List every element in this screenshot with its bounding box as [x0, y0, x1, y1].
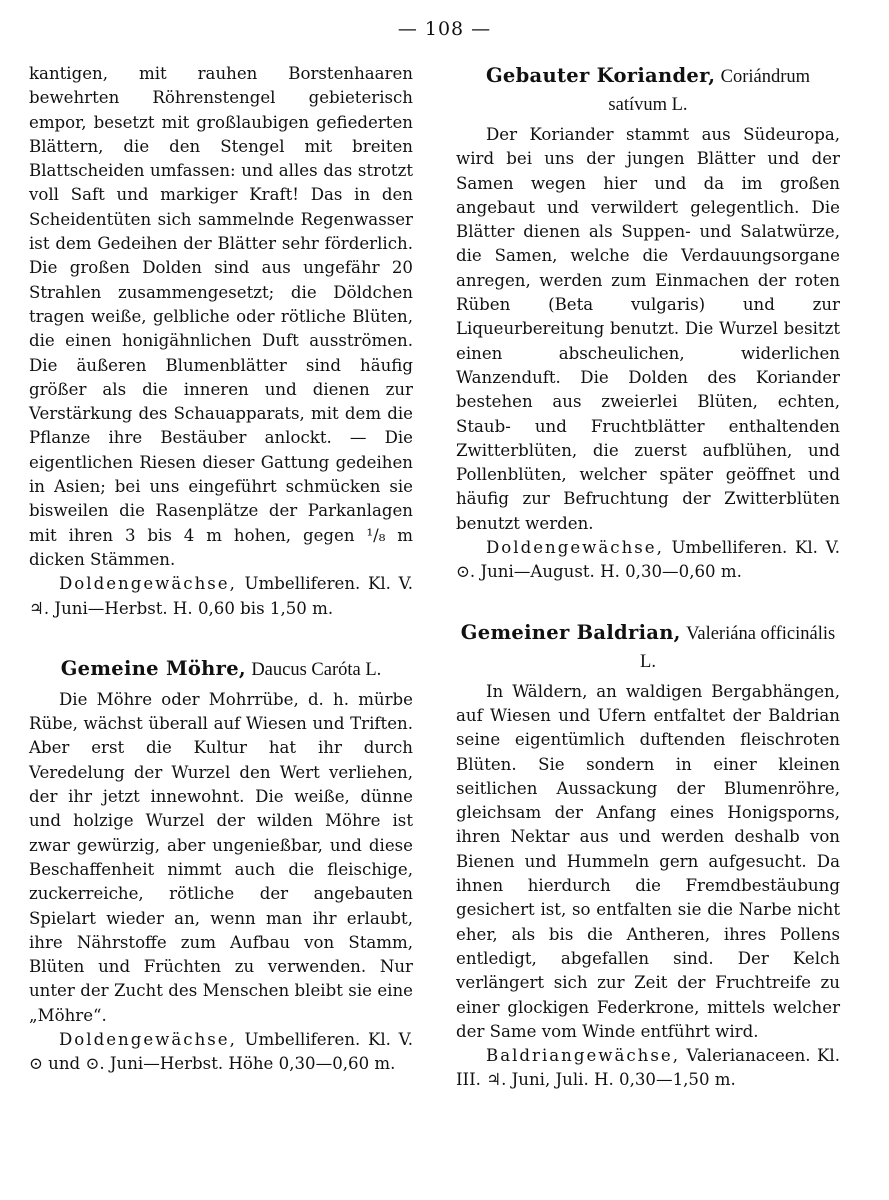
entry-family: Doldengewächse, [59, 1029, 237, 1049]
continuation-meta: Umbelliferen. Kl. V. ♃. Juni—Herbst. H. 0,60 bis 1,50 m. [29, 574, 413, 618]
entry-paragraph: Die Möhre oder Mohrrübe, d. h. mürbe Rübe, wächst überall auf Wiesen und Triften. Aber erst die Kultur hat ihr durch Veredelung der Wurzel den Wert verliehen, der ihr jetzt innewohnt. Die weiße, dünne und holzige Wurzel der wilden Möhre ist zwar gewürzig, aber ungenießbar, und diese Beschaffenheit nimmt auch die fleischige, zuckerreiche, rötliche der angebauten Spielart wieder an, wenn man ihr erlaubt, ihre Nährstoffe zum Aufbau von Stamm, Blüten und Früchten zu verwenden. Nur unter der Zucht des Menschen bleibt sie eine „Möhre“. [29, 689, 413, 1025]
right-column [456, 62, 840, 1093]
entry-latin-name: Coriándrum satívum L. [608, 67, 811, 115]
entry-paragraph: Der Koriander stammt aus Südeuropa, wird bei uns der jungen Blätter und der Samen wegen hier und da im großen angebaut und verwildert gelegentlich. Die Blätter dienen als Suppen- und Salatwürze, die Samen, welche die Verdauungsorgane anregen, werden zum Einmachen der roten Rüben (Beta vulgaris) und zur Liqueurbereitung benutzt. Die Wurzel besitzt einen abscheulichen, widerlichen Wanzenduft. Die Dolden des Koriander bestehen aus zweierlei Blüten, echten, Staub- und Fruchtblätter enthaltenden Zwitterblüten, die zuerst aufblühen, und Pollenblüten, welcher später geöffnet und häufig zur Befruchtung der Zwitterblüten benutzt werden. [456, 125, 840, 533]
continuation-family: Doldengewächse, [59, 574, 237, 594]
entry-latin-name: Daucus Caróta L. [251, 659, 382, 680]
entry-latin-name: Valeriána officinális L. [640, 623, 836, 672]
entry-name: Gemeine Möhre, [60, 656, 247, 680]
continuation-classification [29, 572, 413, 621]
entry-name: Gebauter Koriander, [485, 64, 716, 87]
continuation-paragraph: kantigen, mit rauhen Borstenhaaren bewehrten Röhrenstengel gebieterisch empor, besetzt mit großlaubigen gefiederten Blättern, die den Stengel mit breiten Blattscheiden umfassen: und alles das strotzt voll Saft und markiger Kraft! Das in den Scheidentüten sich sammelnde Regenwasser ist dem Gedeihen der Blätter sehr förderlich. Die großen Dolden sind aus ungefähr 20 Strahlen zusammengesetzt; die Döldchen tragen weiße, gelbliche oder rötliche Blüten, die einen honigähnlichen Duft ausströmen. Die äußeren Blumenblätter sind häufig größer als die inneren und dienen zur Verstärkung des Schauapparats, mit dem die Pflanze ihre Bestäuber anlockt. — Die eigentlichen Riesen dieser Gattung gedeihen in Asien; bei uns eingeführt schmücken sie bisweilen die Rasenplätze der Parkanlagen mit ihren 3 bis 4 m hohen, gegen ¹/₈ m dicken Stämmen. [29, 64, 413, 569]
entry-heading-koriander [456, 62, 840, 119]
entry-heading-baldrian [456, 619, 840, 676]
entry-classification [456, 536, 840, 585]
entry-family: Doldengewächse, [486, 538, 664, 558]
entry-heading-moehre [29, 655, 413, 684]
entry-meta: Umbelliferen. Kl. V. ⊙ und ⊙. Juni—Herbst. Höhe 0,30—0,60 m. [29, 1029, 413, 1074]
left-column [29, 62, 413, 1077]
entry-meta: Valerianaceen. Kl. III. ♃. Juni, Juli. H. 0,30—1,50 m. [456, 1046, 840, 1090]
entry-meta: Umbelliferen. Kl. V. ⊙. Juni—August. H. 0,30—0,60 m. [456, 538, 840, 582]
entry-classification [456, 1044, 840, 1093]
entry-name: Gemeiner Baldrian, [460, 620, 681, 644]
entry-family: Baldriangewächse, [486, 1046, 680, 1066]
entry-classification [29, 1028, 413, 1077]
entry-paragraph: In Wäldern, an waldigen Bergabhängen, auf Wiesen und Ufern entfaltet der Baldrian seine eigentümlich duftenden fleischroten Blüten. Sie sondern in einer kleinen seitlichen Aussackung der Blumenröhre, gleichsam der Anfang eines Honigsporns, ihren Nektar aus und werden deshalb von Bienen und Hummeln gern aufgesucht. Da ihnen hierdurch die Fremdbestäubung gesichert ist, so entfalten sie die Narbe nicht eher, als bis die Antheren, ihres Pollens entledigt, abgefallen sind. Der Kelch verlängert sich zur Zeit der Fruchtreife zu einer glockigen Federkrone, mittels welcher der Same vom Winde entführt wird. [456, 681, 840, 1041]
page-number: — 108 — [397, 18, 492, 40]
